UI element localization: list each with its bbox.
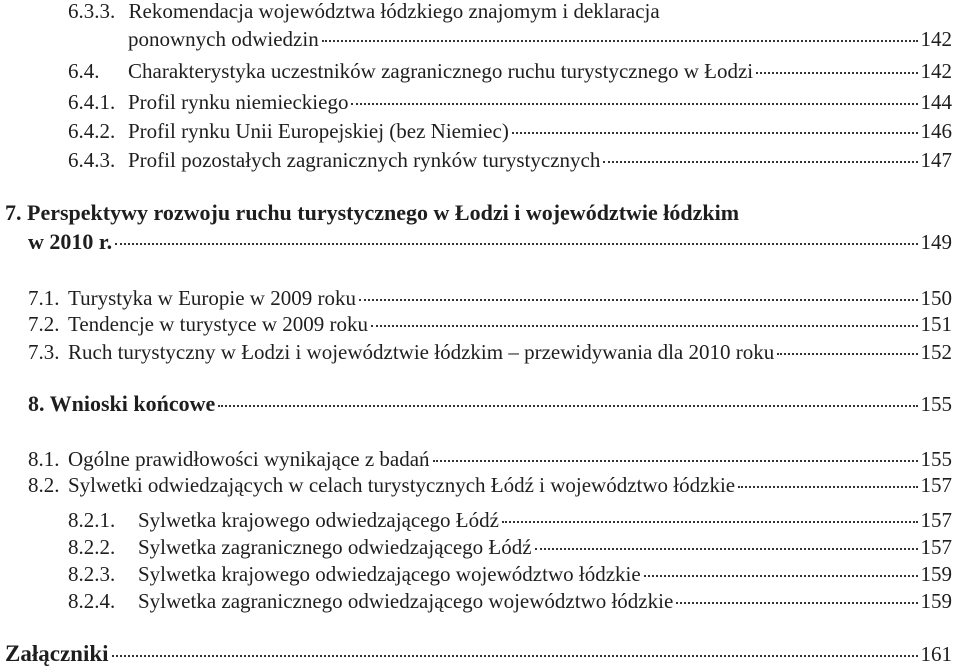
toc-number: 6.4. [68, 59, 100, 83]
toc-title: Sylwetka zagranicznego odwiedzającego Łódź [138, 535, 532, 559]
toc-title: w 2010 r. [28, 229, 113, 254]
toc-title: 7. Perspektywy rozwoju ruchu turystycznego w Łodzi i województwie łódzkim [5, 200, 740, 225]
toc-entry-8-2[interactable] [28, 472, 952, 498]
dot-leader [433, 460, 918, 462]
toc-title: Ogólne prawidłowości wynikające z badań [68, 447, 430, 471]
dot-leader [359, 299, 918, 301]
toc-entry-7-line1[interactable] [5, 200, 952, 226]
toc-title: 8. Wnioski końcowe [28, 391, 216, 416]
toc-entry-8-2-2[interactable] [68, 534, 952, 560]
toc-page: 142 [920, 59, 952, 83]
dot-leader [756, 72, 917, 74]
dot-leader [777, 353, 917, 355]
toc-entry-6-4-1[interactable] [68, 89, 952, 115]
dot-leader [112, 655, 918, 657]
toc-page: 152 [920, 340, 952, 364]
toc-number: 8.1. [28, 447, 60, 471]
toc-number: 6.3.3. [68, 0, 116, 23]
dot-leader [115, 243, 917, 245]
toc-title: Sylwetka zagranicznego odwiedzającego województwo łódzkie [138, 589, 674, 613]
toc-entry-7-line2[interactable] [28, 229, 952, 255]
dot-leader [738, 486, 917, 488]
toc-number: 8.2.3. [68, 562, 116, 586]
toc-title: Profil rynku niemieckiego [128, 90, 349, 114]
toc-title: Sylwetki odwiedzających w celach turystycznych Łódź i województwo łódzkie [68, 473, 736, 497]
toc-entry-6-3-3-line2[interactable] [128, 26, 952, 52]
toc-entry-6-4[interactable] [68, 58, 952, 84]
dot-leader [502, 521, 918, 523]
toc-page: 157 [920, 508, 952, 532]
toc-number: 8.2.2. [68, 535, 116, 559]
toc-page: 144 [920, 90, 952, 114]
toc-page: 151 [920, 312, 952, 336]
toc-page: 161 [920, 642, 952, 666]
toc-number: 6.4.2. [68, 119, 116, 143]
toc-page: 157 [920, 535, 952, 559]
dot-leader [535, 548, 918, 550]
dot-leader [603, 161, 917, 163]
dot-leader [512, 132, 918, 134]
toc-title: Charakterystyka uczestników zagranicznego ruchu turystycznego w Łodzi [128, 59, 754, 83]
toc-number: 6.4.1. [68, 90, 116, 114]
toc-entry-8-2-1[interactable] [68, 507, 952, 533]
toc-title: Sylwetka krajowego odwiedzającego Łódź [138, 508, 499, 532]
toc-page: 147 [920, 148, 952, 172]
toc-title: Profil pozostałych zagranicznych rynków turystycznych [128, 148, 601, 172]
dot-leader [644, 575, 918, 577]
toc-entry-7-1[interactable] [28, 285, 952, 311]
toc-entry-7-3[interactable] [28, 339, 952, 365]
toc-page: 159 [920, 562, 952, 586]
toc-page: 159 [920, 589, 952, 613]
toc-page: 146 [920, 119, 952, 143]
dot-leader [371, 325, 917, 327]
toc-page: 149 [920, 230, 952, 254]
toc-number: 8.2.1. [68, 508, 116, 532]
toc-number: 7.2. [28, 312, 60, 336]
toc-entry-6-4-3[interactable] [68, 147, 952, 173]
toc-page: 155 [920, 447, 952, 471]
toc-entry-8-2-3[interactable] [68, 561, 952, 587]
toc-page: 142 [920, 27, 952, 51]
dot-leader [676, 602, 917, 604]
toc-entry-7-2[interactable] [28, 311, 952, 337]
toc-title: Załączniki [5, 641, 109, 666]
toc-page: 157 [920, 473, 952, 497]
toc-entry-6-3-3-line1[interactable] [68, 0, 660, 24]
toc-entry-8[interactable] [28, 391, 952, 417]
toc-title: Sylwetka krajowego odwiedzającego województwo łódzkie [138, 562, 641, 586]
toc-title: Rekomendacja województwa łódzkiego znajomym i deklaracja [128, 0, 660, 23]
toc-title: Profil rynku Unii Europejskiej (bez Niemiec) [128, 119, 509, 143]
toc-number: 6.4.3. [68, 148, 116, 172]
toc-number: 8.2.4. [68, 589, 116, 613]
toc-entry-6-4-2[interactable] [68, 118, 952, 144]
toc-title: Tendencje w turystyce w 2009 roku [68, 312, 369, 336]
toc-title: Turystyka w Europie w 2009 roku [68, 286, 356, 310]
toc-title: ponownych odwiedzin [128, 27, 319, 51]
toc-title: Ruch turystyczny w Łodzi i województwie łódzkim – przewidywania dla 2010 roku [68, 340, 775, 364]
toc-page: 155 [920, 392, 952, 416]
toc-page: 150 [920, 286, 952, 310]
toc-entry-8-1[interactable] [28, 446, 952, 472]
dot-leader [351, 103, 917, 105]
toc-number: 8.2. [28, 473, 60, 497]
dot-leader [218, 405, 917, 407]
toc-entry-8-2-4[interactable] [68, 588, 952, 614]
toc-entry-zalaczniki[interactable] [5, 641, 952, 667]
dot-leader [322, 40, 918, 42]
toc-number: 7.3. [28, 340, 60, 364]
toc-number: 7.1. [28, 286, 60, 310]
